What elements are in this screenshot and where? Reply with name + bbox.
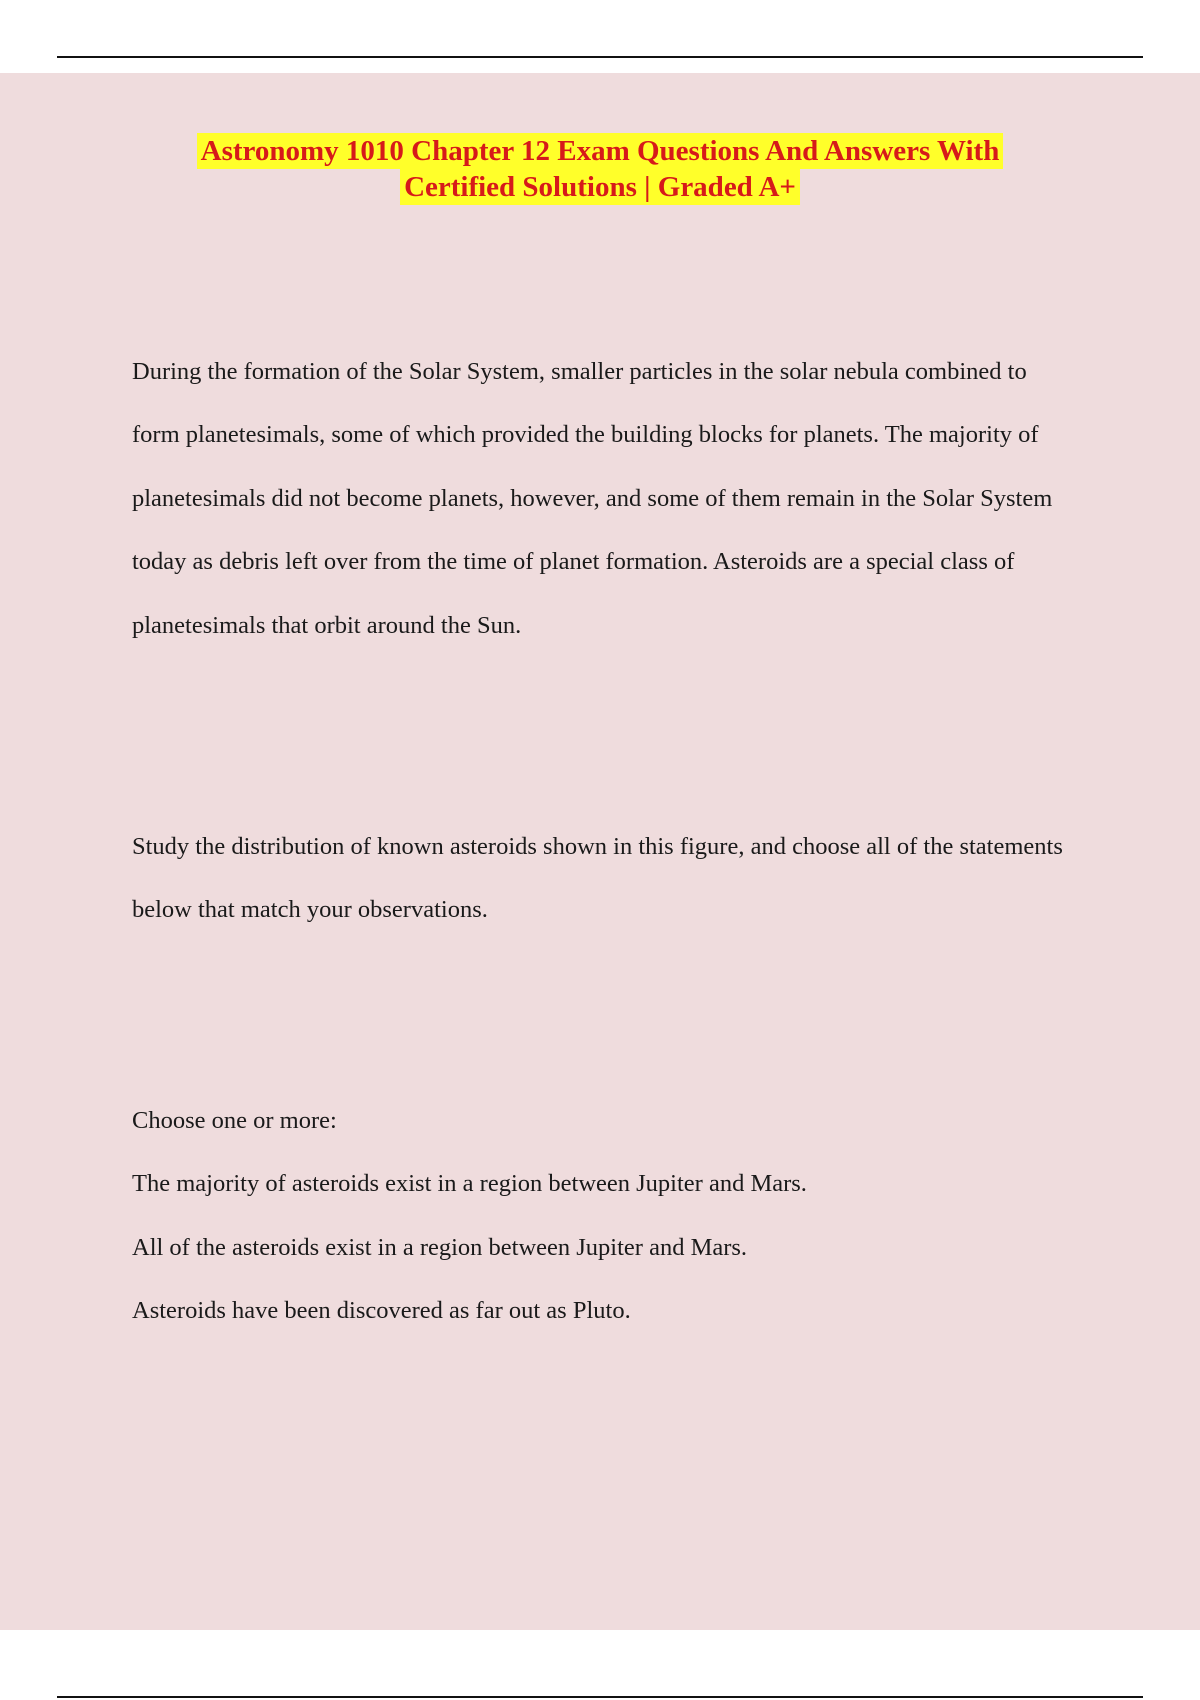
intro-paragraph: During the formation of the Solar System, smaller particles in the solar nebula combined to form planetesimals, some of which provided the building blocks for planets. The majority of planetesimals did not become planets, however, and some of them remain in the Solar System today as debris left over from the time of planet formation. Asteroids are a special class of planetesimals that orbit around the Sun.	[132, 358, 1053, 639]
title-line-1: Astronomy 1010 Chapter 12 Exam Questions And Answers With	[197, 133, 1004, 169]
question-paragraph: Study the distribution of known asteroids shown in this figure, and choose all of the statements below that match your observations.	[132, 833, 1063, 924]
top-rule	[57, 56, 1143, 58]
document-title	[0, 133, 1200, 205]
option-item[interactable]: All of the asteroids exist in a region between Jupiter and Mars.	[132, 1233, 748, 1261]
choose-prompt: Choose one or more:	[132, 1107, 337, 1134]
title-line-2: Certified Solutions | Graded A+	[400, 169, 800, 205]
option-item[interactable]: The majority of asteroids exist in a region between Jupiter and Mars.	[132, 1170, 807, 1198]
bottom-rule	[57, 1696, 1143, 1698]
answer-options	[132, 1089, 1072, 1343]
option-item[interactable]: Asteroids have been discovered as far out as Pluto.	[132, 1297, 631, 1325]
